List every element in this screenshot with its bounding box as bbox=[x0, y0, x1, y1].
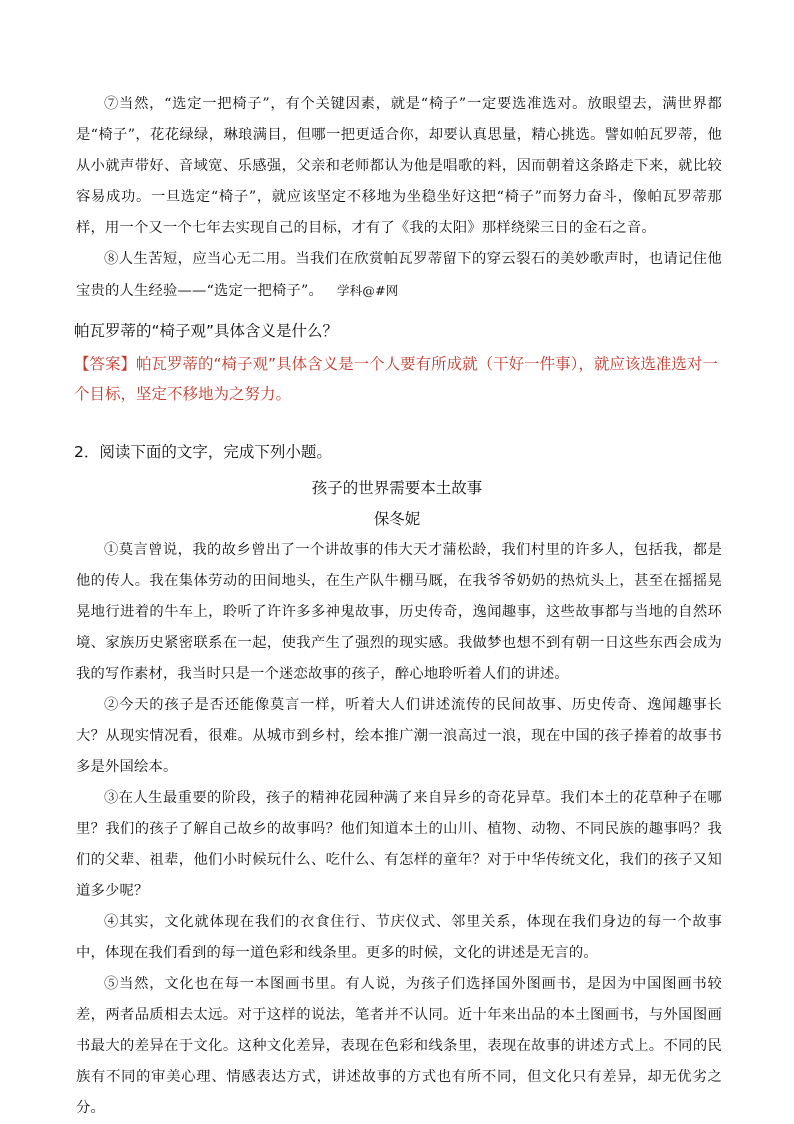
article-paragraph-2: ②今天的孩子是否还能像莫言一样，听着大人们讲述流传的民间故事、历史传奇、逸闻趣事长大？从现实情况看，很难。从城市到乡村，绘本推广潮一浪高过一浪，现在中国的孩子捧着的故事书多是外国绘本。 bbox=[76, 697, 722, 775]
answer-tag: 【答案】 bbox=[74, 355, 137, 373]
article-paragraph-5: ⑤当然，文化也在每一本图画书里。有人说，为孩子们选择国外图画书，是因为中国图画书较差，两者品质相去太远。对于这样的说法，笔者并不认同。近十年来出品的本土图画书，与外国图画书最大的差异在于文化。这种文化差异，表现在色彩和线条里，表现在故事的讲述方式上。不同的民族有不同的审美心理、情感表达方式，讲述故事的方式也有所不同，但文化只有差异，却无优劣之分。 bbox=[76, 976, 722, 1116]
article-author: 保冬妮 bbox=[373, 510, 421, 528]
passage-continued bbox=[76, 89, 722, 307]
answer-block bbox=[74, 349, 726, 409]
question-2-prompt: 2．阅读下面的文字，完成下列小题。 bbox=[74, 443, 332, 461]
article-paragraph-1: ①莫言曾说，我的故乡曾出了一个讲故事的伟大天才蒲松龄，我们村里的许多人，包括我，都是他的传人。我在集体劳动的田间地头，在生产队牛棚马厩，在我爷爷奶奶的热炕头上，甚至在摇摇晃晃地行进着的牛车上，聆听了许许多多神鬼故事，历史传奇，逸闻趣事，这些故事都与当地的自然环境、家族历史紧密联系在一起，使我产生了强烈的现实感。我做梦也想不到有朝一日这些东西会成为我的写作素材，我当时只是一个迷恋故事的孩子，醉心地聆听着人们的讲述。 bbox=[76, 542, 722, 682]
paragraph-7: ⑦当然，“选定一把椅子”，有个关键因素，就是“椅子”一定要选准选对。放眼望去，满世界都是“椅子”，花花绿绿，琳琅满目，但哪一把更适合你，却要认真思量，精心挑选。譬如帕瓦罗蒂，他从小就声带好、音域宽、乐感强，父亲和老师都认为他是唱歌的料，因而朝着这条路走下来，就比较容易成功。一旦选定“椅子”，就应该坚定不移地为坐稳坐好这把“椅子”而努力奋斗，像帕瓦罗蒂那样，用一个又一个七年去实现自己的目标，才有了《我的太阳》那样绕梁三日的金石之音。 bbox=[76, 96, 722, 236]
article-body bbox=[76, 535, 722, 1124]
article-paragraph-4: ④其实，文化就体现在我们的衣食住行、节庆仪式、邻里关系，体现在我们身边的每一个故事中，体现在我们看到的每一道色彩和线条里。更多的时候，文化的讲述是无言的。 bbox=[76, 914, 722, 961]
paragraph-8 bbox=[76, 244, 722, 307]
answer-text: 帕瓦罗蒂的“椅子观”具体含义是一个人要有所成就（干好一件事），就应该选准选对一个目标，坚定不移地为之努力。 bbox=[74, 355, 718, 403]
paragraph-8-text: ⑧人生苦短，应当心无二用。当我们在欣赏帕瓦罗蒂留下的穿云裂石的美妙歌声时，也请记住他宝贵的人生经验——“选定一把椅子”。 bbox=[76, 251, 722, 299]
article-paragraph-3: ③在人生最重要的阶段，孩子的精神花园种满了来自异乡的奇花异草。我们本土的花草种子在哪里？我们的孩子了解自己故乡的故事吗？他们知道本土的山川、植物、动物、不同民族的趣事吗？我们的父辈、祖辈，他们小时候玩什么、吃什么、有怎样的童年？对于中华传统文化，我们的孩子又知道多少呢？ bbox=[76, 790, 722, 899]
article-title: 孩子的世界需要本土故事 bbox=[311, 479, 483, 497]
question-text: 帕瓦罗蒂的“椅子观”具体含义是什么？ bbox=[74, 322, 339, 340]
watermark-text: 学科@#网 bbox=[336, 283, 399, 298]
